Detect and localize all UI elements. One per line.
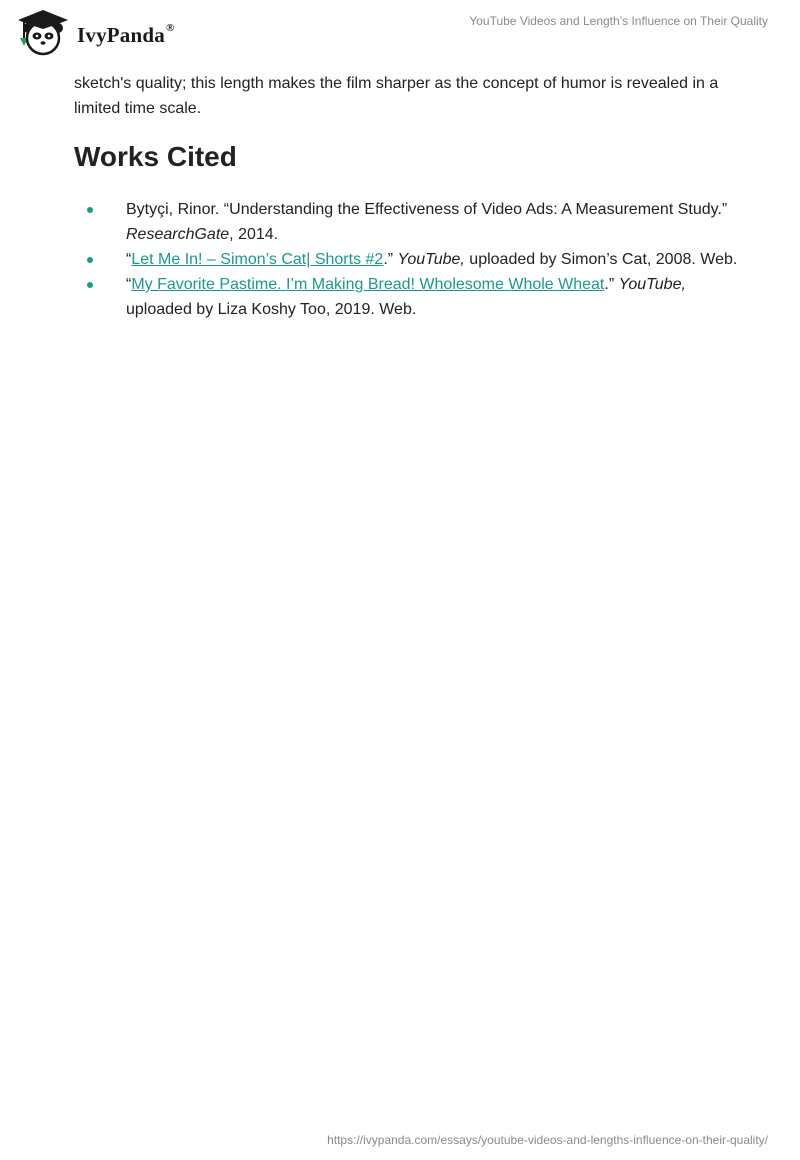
body-paragraph: sketch's quality; this length makes the film sharper as the concept of humor is revealed in a limited time scale.: [74, 75, 719, 117]
bullet-icon: [87, 207, 93, 213]
citation-item: [74, 247, 744, 272]
close-quote: .”: [604, 276, 619, 293]
running-title: YouTube Videos and Length’s Influence on Their Quality: [469, 14, 768, 28]
citation-source: YouTube,: [618, 276, 686, 293]
citation-link[interactable]: My Favorite Pastime. I’m Making Bread! Wholesome Whole Wheat: [131, 276, 605, 293]
citation-link[interactable]: Let Me In! – Simon’s Cat| Shorts #2: [131, 251, 384, 268]
works-cited-heading: Works Cited: [74, 141, 237, 172]
bullet-icon: [87, 257, 93, 263]
ivypanda-logo[interactable]: [14, 8, 214, 58]
citation-text: Bytyçi, Rinor. “Understanding the Effectiveness of Video Ads: A Measurement Study.”: [126, 201, 728, 218]
works-cited-list: [74, 197, 744, 322]
citation-details: uploaded by Liza Koshy Too, 2019. Web.: [126, 301, 417, 318]
citation-details: uploaded by Simon’s Cat, 2008. Web.: [464, 251, 738, 268]
citation-source: YouTube,: [397, 251, 465, 268]
citation-item: [74, 272, 744, 322]
open-quote: “: [126, 251, 132, 268]
citation-source: ResearchGate: [126, 226, 230, 243]
panda-graduate-icon: [14, 8, 78, 58]
registered-mark: ®: [165, 22, 175, 34]
citation-details: , 2014.: [229, 226, 279, 243]
close-quote: .”: [383, 251, 398, 268]
open-quote: “: [126, 276, 132, 293]
brand-name: IvyPanda®: [77, 22, 175, 47]
citation-item: [74, 197, 744, 247]
bullet-icon: [87, 282, 93, 288]
footer-url: https://ivypanda.com/essays/youtube-videos-and-lengths-influence-on-their-quality/: [327, 1133, 768, 1147]
